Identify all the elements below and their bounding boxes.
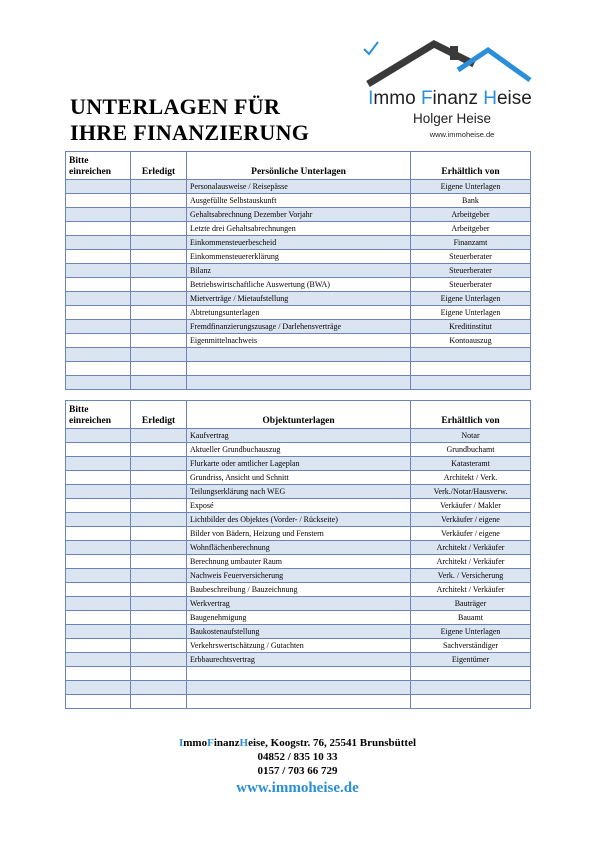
document-source-cell: Eigene Unterlagen xyxy=(411,292,531,306)
document-name-cell: Verkehrswertschätzung / Gutachten xyxy=(187,639,411,653)
submit-check-cell[interactable] xyxy=(66,583,131,597)
table-row xyxy=(66,376,531,390)
column-header-document: Persönliche Unterlagen xyxy=(187,152,411,180)
personal-documents-rows xyxy=(66,180,531,390)
table-row xyxy=(66,362,531,376)
done-check-cell[interactable] xyxy=(131,583,187,597)
submit-check-cell[interactable] xyxy=(66,376,131,390)
table-row xyxy=(66,443,531,457)
document-name-cell: Flurkarte oder amtlicher Lageplan xyxy=(187,457,411,471)
document-name-cell: Einkommensteuererklärung xyxy=(187,250,411,264)
document-source-cell: Steuerberater xyxy=(411,264,531,278)
page-title-line1: UNTERLAGEN FÜR xyxy=(70,94,281,119)
table-row xyxy=(66,222,531,236)
logo-owner-name: Holger Heise xyxy=(412,111,492,126)
document-name-cell: Eigenmittelnachweis xyxy=(187,334,411,348)
document-name-cell xyxy=(187,681,411,695)
submit-check-cell[interactable] xyxy=(66,348,131,362)
document-name-cell: Abtretungsunterlagen xyxy=(187,306,411,320)
done-check-cell[interactable] xyxy=(131,611,187,625)
column-header-done: Erledigt xyxy=(131,401,187,429)
done-check-cell[interactable] xyxy=(131,429,187,443)
table-row xyxy=(66,334,531,348)
submit-check-cell[interactable] xyxy=(66,429,131,443)
table-row xyxy=(66,569,531,583)
document-source-cell: Bauamt xyxy=(411,611,531,625)
document-name-cell: Lichtbilder des Objektes (Vorder- / Rückseite) xyxy=(187,513,411,527)
done-check-cell[interactable] xyxy=(131,264,187,278)
document-source-cell: Architekt / Verkäufer xyxy=(411,541,531,555)
document-source-cell xyxy=(411,695,531,709)
submit-check-cell[interactable] xyxy=(66,320,131,334)
footer-phone-landline: 04852 / 835 10 33 xyxy=(257,751,338,763)
property-documents-rows xyxy=(66,429,531,709)
submit-check-cell[interactable] xyxy=(66,555,131,569)
done-check-cell[interactable] xyxy=(131,681,187,695)
table-row xyxy=(66,681,531,695)
document-name-cell: Baugenehmigung xyxy=(187,611,411,625)
document-source-cell: Eigene Unterlagen xyxy=(411,625,531,639)
submit-check-cell[interactable] xyxy=(66,681,131,695)
document-source-cell: Bank xyxy=(411,194,531,208)
document-source-cell: Eigentümer xyxy=(411,653,531,667)
document-name-cell xyxy=(187,667,411,681)
document-name-cell: Wohnflächenberechnung xyxy=(187,541,411,555)
table-row xyxy=(66,513,531,527)
submit-check-cell[interactable] xyxy=(66,597,131,611)
footer-website-link[interactable]: www.immoheise.de xyxy=(236,780,359,796)
document-name-cell: Erbbaurechtsvertrag xyxy=(187,653,411,667)
document-name-cell: Berechnung umbauter Raum xyxy=(187,555,411,569)
table-row xyxy=(66,320,531,334)
table-row xyxy=(66,639,531,653)
footer-phone-mobile: 0157 / 703 66 729 xyxy=(257,765,338,777)
table-row xyxy=(66,583,531,597)
done-check-cell[interactable] xyxy=(131,348,187,362)
done-check-cell[interactable] xyxy=(131,306,187,320)
document-name-cell: Baukostenaufstellung xyxy=(187,625,411,639)
document-source-cell: Eigene Unterlagen xyxy=(411,180,531,194)
table-row xyxy=(66,625,531,639)
column-header-done: Erledigt xyxy=(131,152,187,180)
table-row xyxy=(66,667,531,681)
table-row xyxy=(66,499,531,513)
table-row xyxy=(66,471,531,485)
document-source-cell: Verkäufer / eigene xyxy=(411,513,531,527)
document-source-cell: Arbeitgeber xyxy=(411,222,531,236)
column-header-submit: Bitte einreichen xyxy=(66,152,131,180)
document-name-cell: Aktueller Grundbuchauszug xyxy=(187,443,411,457)
done-check-cell[interactable] xyxy=(131,236,187,250)
document-name-cell xyxy=(187,695,411,709)
document-source-cell xyxy=(411,376,531,390)
document-source-cell: Architekt / Verk. xyxy=(411,471,531,485)
done-check-cell[interactable] xyxy=(131,457,187,471)
document-name-cell: Baubeschreibung / Bauzeichnung xyxy=(187,583,411,597)
document-source-cell: Katasteramt xyxy=(411,457,531,471)
document-source-cell: Architekt / Verkäufer xyxy=(411,583,531,597)
document-source-cell xyxy=(411,348,531,362)
column-header-source: Erhältlich von xyxy=(411,401,531,429)
table-header-row xyxy=(66,401,531,429)
table-row xyxy=(66,236,531,250)
document-source-cell: Notar xyxy=(411,429,531,443)
document-source-cell: Verk. / Versicherung xyxy=(411,569,531,583)
logo-website: www.immoheise.de xyxy=(429,130,495,139)
submit-check-cell[interactable] xyxy=(66,527,131,541)
done-check-cell[interactable] xyxy=(131,569,187,583)
company-logo xyxy=(362,40,532,145)
done-check-cell[interactable] xyxy=(131,527,187,541)
submit-check-cell[interactable] xyxy=(66,180,131,194)
table-row xyxy=(66,306,531,320)
column-header-document: Objektunterlagen xyxy=(187,401,411,429)
document-source-cell xyxy=(411,362,531,376)
document-name-cell: Bilanz xyxy=(187,264,411,278)
submit-check-cell[interactable] xyxy=(66,292,131,306)
document-name-cell: Gehaltsabrechnung Dezember Vorjahr xyxy=(187,208,411,222)
submit-check-cell[interactable] xyxy=(66,513,131,527)
table-row xyxy=(66,457,531,471)
table-row xyxy=(66,429,531,443)
done-check-cell[interactable] xyxy=(131,653,187,667)
document-source-cell: Finanzamt xyxy=(411,236,531,250)
submit-check-cell[interactable] xyxy=(66,306,131,320)
done-check-cell[interactable] xyxy=(131,485,187,499)
done-check-cell[interactable] xyxy=(131,208,187,222)
submit-check-cell[interactable] xyxy=(66,208,131,222)
submit-check-cell[interactable] xyxy=(66,278,131,292)
document-name-cell: Personalausweise / Reisepässe xyxy=(187,180,411,194)
done-check-cell[interactable] xyxy=(131,320,187,334)
column-header-source: Erhältlich von xyxy=(411,152,531,180)
document-name-cell xyxy=(187,348,411,362)
document-name-cell: Werkvertrag xyxy=(187,597,411,611)
document-source-cell: Arbeitgeber xyxy=(411,208,531,222)
done-check-cell[interactable] xyxy=(131,362,187,376)
done-check-cell[interactable] xyxy=(131,180,187,194)
submit-check-cell[interactable] xyxy=(66,695,131,709)
document-name-cell: Ausgefüllte Selbstauskunft xyxy=(187,194,411,208)
done-check-cell[interactable] xyxy=(131,471,187,485)
document-source-cell xyxy=(411,681,531,695)
done-check-cell[interactable] xyxy=(131,292,187,306)
done-check-cell[interactable] xyxy=(131,443,187,457)
checkmark-icon xyxy=(362,40,380,56)
table-row xyxy=(66,264,531,278)
submit-check-cell[interactable] xyxy=(66,667,131,681)
table-row xyxy=(66,208,531,222)
footer-address: ImmoFinanzHeise, Koogstr. 76, 25541 Brunsbüttel xyxy=(178,737,417,749)
document-name-cell: Letzte drei Gehaltsabrechnungen xyxy=(187,222,411,236)
document-source-cell: Bauträger xyxy=(411,597,531,611)
document-name-cell xyxy=(187,376,411,390)
done-check-cell[interactable] xyxy=(131,639,187,653)
done-check-cell[interactable] xyxy=(131,541,187,555)
submit-check-cell[interactable] xyxy=(66,362,131,376)
document-source-cell xyxy=(411,667,531,681)
document-source-cell: Kontoauszug xyxy=(411,334,531,348)
logo-company-name: Immo Finanz Heise xyxy=(368,88,532,109)
submit-check-cell[interactable] xyxy=(66,485,131,499)
table-row xyxy=(66,653,531,667)
submit-check-cell[interactable] xyxy=(66,639,131,653)
submit-check-cell[interactable] xyxy=(66,334,131,348)
done-check-cell[interactable] xyxy=(131,667,187,681)
done-check-cell[interactable] xyxy=(131,250,187,264)
document-source-cell: Sachverständiger xyxy=(411,639,531,653)
done-check-cell[interactable] xyxy=(131,555,187,569)
submit-check-cell[interactable] xyxy=(66,250,131,264)
document-name-cell: Grundriss, Ansicht und Schnitt xyxy=(187,471,411,485)
table-row xyxy=(66,180,531,194)
done-check-cell[interactable] xyxy=(131,334,187,348)
submit-check-cell[interactable] xyxy=(66,236,131,250)
document-source-cell: Architekt / Verkäufer xyxy=(411,555,531,569)
done-check-cell[interactable] xyxy=(131,376,187,390)
document-source-cell: Verk./Notar/Hausverw. xyxy=(411,485,531,499)
submit-check-cell[interactable] xyxy=(66,222,131,236)
done-check-cell[interactable] xyxy=(131,597,187,611)
table-row xyxy=(66,292,531,306)
table-row xyxy=(66,527,531,541)
document-source-cell: Grundbuchamt xyxy=(411,443,531,457)
document-source-cell: Verkäufer / Makler xyxy=(411,499,531,513)
table-row xyxy=(66,695,531,709)
table-row xyxy=(66,485,531,499)
submit-check-cell[interactable] xyxy=(66,457,131,471)
property-documents-table xyxy=(65,400,531,709)
document-source-cell: Steuerberater xyxy=(411,250,531,264)
page-title xyxy=(70,94,309,146)
submit-check-cell[interactable] xyxy=(66,653,131,667)
done-check-cell[interactable] xyxy=(131,499,187,513)
submit-check-cell[interactable] xyxy=(66,625,131,639)
done-check-cell[interactable] xyxy=(131,194,187,208)
document-name-cell: Einkommensteuerbescheid xyxy=(187,236,411,250)
document-name-cell: Betriebswirtschaftliche Auswertung (BWA) xyxy=(187,278,411,292)
document-name-cell: Kaufvertrag xyxy=(187,429,411,443)
submit-check-cell[interactable] xyxy=(66,264,131,278)
personal-documents-table xyxy=(65,151,531,390)
table-row xyxy=(66,348,531,362)
submit-check-cell[interactable] xyxy=(66,194,131,208)
table-header-row xyxy=(66,152,531,180)
submit-check-cell[interactable] xyxy=(66,569,131,583)
house-roof-icon xyxy=(362,40,532,90)
page-title-line2: IHRE FINANZIERUNG xyxy=(70,120,310,145)
document-name-cell: Fremdfinanzierungszusage / Darlehensverträge xyxy=(187,320,411,334)
done-check-cell[interactable] xyxy=(131,278,187,292)
table-row xyxy=(66,555,531,569)
done-check-cell[interactable] xyxy=(131,513,187,527)
submit-check-cell[interactable] xyxy=(66,471,131,485)
submit-check-cell[interactable] xyxy=(66,443,131,457)
table-row xyxy=(66,194,531,208)
document-source-cell: Eigene Unterlagen xyxy=(411,306,531,320)
document-name-cell xyxy=(187,362,411,376)
table-row xyxy=(66,278,531,292)
submit-check-cell[interactable] xyxy=(66,541,131,555)
submit-check-cell[interactable] xyxy=(66,611,131,625)
document-name-cell: Nachweis Feuerversicherung xyxy=(187,569,411,583)
done-check-cell[interactable] xyxy=(131,695,187,709)
done-check-cell[interactable] xyxy=(131,222,187,236)
table-row xyxy=(66,541,531,555)
column-header-submit: Bitte einreichen xyxy=(66,401,131,429)
document-name-cell: Exposé xyxy=(187,499,411,513)
document-source-cell: Kreditinstitut xyxy=(411,320,531,334)
document-name-cell: Mietverträge / Mietaufstellung xyxy=(187,292,411,306)
document-source-cell: Verkäufer / eigene xyxy=(411,527,531,541)
submit-check-cell[interactable] xyxy=(66,499,131,513)
done-check-cell[interactable] xyxy=(131,625,187,639)
table-row xyxy=(66,611,531,625)
document-name-cell: Teilungserklärung nach WEG xyxy=(187,485,411,499)
table-row xyxy=(66,250,531,264)
document-source-cell: Steuerberater xyxy=(411,278,531,292)
table-row xyxy=(66,597,531,611)
document-name-cell: Bilder von Bädern, Heizung und Fenstern xyxy=(187,527,411,541)
